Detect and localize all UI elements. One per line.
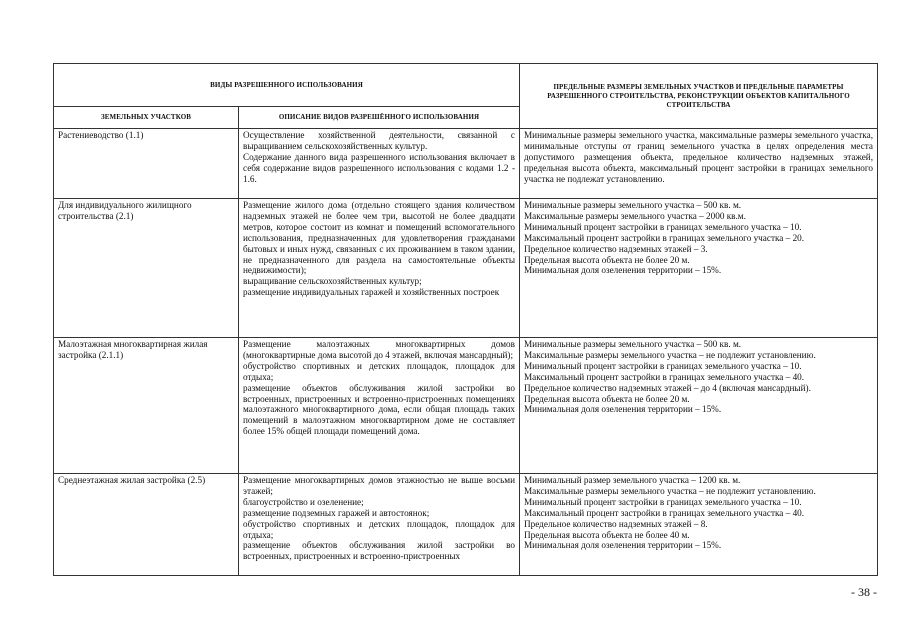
description-paragraph: размещение объектов обслуживания жилой застройки во встроенных, пристроенных и встроенно-пристроенных помещениях малоэтажного многоквартирного дома, если общая площадь таких помещений в малоэтажном многоквартирном доме не составляет более 15% общей площади помещений дома. [243,382,515,437]
description-paragraph: Размещение жилого дома (отдельно стоящего здания количеством надземных этажей не более чем три, высотой не более двадцати метров, которое состоит из комнат и помещений вспомогательного использования, предназначенных для удовлетворения гражданами бытовых и иных нужд, связанных с их проживанием в таком здании, не предназначенного для раздела на самостоятельные объекты недвижимости); [243,200,515,276]
table-row [54,338,878,474]
parameter-line: Предельная высота объекта не более 20 м. [524,393,690,404]
use-name-cell [54,474,239,576]
header-land-plots: ЗЕМЕЛЬНЫХ УЧАСТКОВ [54,107,239,129]
use-name: Растениеводство (1.1) [58,130,144,140]
parameter-line: Максимальные размеры земельного участка – не подлежит установлению. [524,349,816,360]
parameter-line: Минимальная доля озеленения территории – 15%. [524,404,722,415]
parameters-cell [520,199,878,338]
description-paragraph: размещение подземных гаражей и автостоянок; [243,507,430,518]
parameter-line: Минимальная доля озеленения территории – 15%. [524,265,722,276]
parameter-line: Максимальный процент застройки в границах земельного участка – 40. [524,371,805,382]
zoning-table [53,63,878,576]
table-row [54,129,878,199]
parameter-line: Максимальные размеры земельного участка – не подлежит установлению. [524,485,816,496]
parameter-line: Предельное количество надземных этажей – 3. [524,243,708,254]
description-paragraph: Размещение малоэтажных многоквартирных домов (многоквартирные дома высотой до 4 этажей, включая мансардный); [243,339,515,360]
parameters-cell [520,129,878,199]
description-paragraph: Размещение многоквартирных домов этажностью не выше восьми этажей; [243,475,515,496]
parameter-line: Предельная высота объекта не более 40 м. [524,529,690,540]
description-paragraph: обустройство спортивных и детских площадок, площадок для отдыха; [243,360,515,382]
parameter-line: Минимальный процент застройки в границах земельного участка – 10. [524,496,802,507]
parameters-cell [520,338,878,474]
use-name: Среднеэтажная жилая застройка (2.5) [58,475,206,485]
parameter-line: Минимальный процент застройки в границах земельного участка – 10. [524,221,802,232]
description-cell [239,474,520,576]
description-paragraph: размещение объектов обслуживания жилой застройки во встроенных, пристроенных и встроенно-пристроенных [243,540,515,562]
header-description: ОПИСАНИЕ ВИДОВ РАЗРЕШЁННОГО ИСПОЛЬЗОВАНИЯ [239,107,520,129]
description-paragraph: Содержание данного вида разрешенного использования включает в себя содержание видов разрешенного использования с кодами 1.2 - 1.6. [243,151,515,184]
description-paragraph: Осуществление хозяйственной деятельности, связанной с выращиванием сельскохозяйственных культур. [243,130,515,151]
description-cell [239,199,520,338]
header-permitted-uses: ВИДЫ РАЗРЕШЕННОГО ИСПОЛЬЗОВАНИЯ [54,64,520,107]
parameter-line: Максимальные размеры земельного участка – 2000 кв.м. [524,210,746,221]
use-name-cell [54,338,239,474]
use-name: Для индивидуального жилищного строительства (2.1) [58,200,192,221]
page-number: - 38 - [851,585,877,599]
description-paragraph: размещение индивидуальных гаражей и хозяйственных построек [243,287,500,298]
table-row [54,474,878,576]
use-name: Малоэтажная многоквартирная жилая застройка (2.1.1) [58,339,208,360]
parameter-line: Предельное количество надземных этажей – 8. [524,518,708,529]
parameters-cell [520,474,878,576]
parameter-line: Максимальный процент застройки в границах земельного участка – 20. [524,232,805,243]
description-paragraph: выращивание сельскохозяйственных культур; [243,276,422,287]
parameter-line: Предельное количество надземных этажей – до 4 (включая мансардный). [524,382,811,393]
description-paragraph: благоустройство и озеленение; [243,496,364,507]
parameter-line: Минимальные размеры земельного участка – 500 кв. м. [524,200,742,210]
header-parameters: ПРЕДЕЛЬНЫЕ РАЗМЕРЫ ЗЕМЕЛЬНЫХ УЧАСТКОВ И ПРЕДЕЛЬНЫЕ ПАРАМЕТРЫ РАЗРЕШЕННОГО СТРОИТЕЛЬСТВА, РЕКОНСТРУКЦИИ ОБЪЕКТОВ КАПИТАЛЬНОГО СТРОИТЕЛЬСТВА [520,64,878,129]
description-cell [239,129,520,199]
description-cell [239,338,520,474]
description-paragraph: обустройство спортивных и детских площадок, площадок для отдыха; [243,518,515,540]
use-name-cell [54,129,239,199]
parameter-line: Минимальный процент застройки в границах земельного участка – 10. [524,360,802,371]
parameter-line: Максимальный процент застройки в границах земельного участка – 40. [524,507,805,518]
use-name-cell [54,199,239,338]
parameter-line: Минимальные размеры земельного участка – 500 кв. м. [524,339,742,349]
table-row [54,199,878,338]
parameter-line: Минимальный размер земельного участка – 1200 кв. м. [524,475,741,485]
parameter-line: Минимальные размеры земельного участка, максимальные размеры земельного участка, минимальные отступы от границ земельного участка в целях определения места допустимого размещения объекта, предельное количество надземных этажей, предельная высота объекта, максимальный процент застройки в границах земельного участка не подлежат установлению. [524,130,873,184]
parameter-line: Минимальная доля озеленения территории – 15%. [524,540,722,551]
parameter-line: Предельная высота объекта не более 20 м. [524,254,690,265]
